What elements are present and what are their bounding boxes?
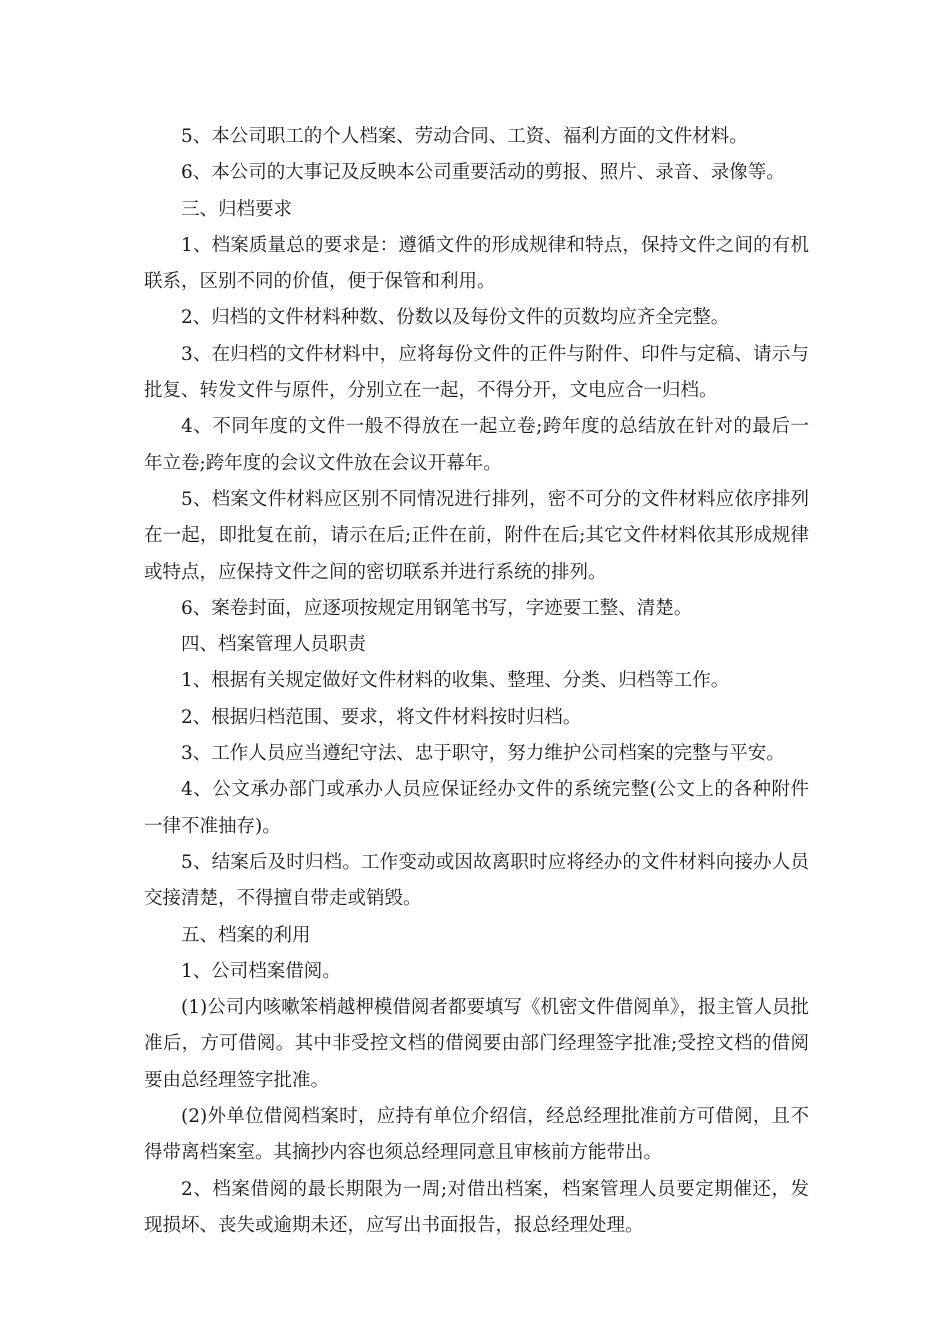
paragraph-cover: 6、案卷封面，应逐项按规定用钢笔书写，字迹要工整、清楚。 bbox=[181, 597, 693, 619]
document-body bbox=[144, 119, 809, 1244]
paragraph-borrowing: 1、公司档案借阅。 bbox=[181, 960, 341, 982]
paragraph-duty-4: 4、公文承办部门或承办人员应保证经办文件的系统完整(公文上的各种附件一律不准抽存)。 bbox=[144, 779, 809, 837]
paragraph-year-rules: 4、不同年度的文件一般不得放在一起立卷;跨年度的总结放在针对的最后一年立卷;跨年度的会议文件放在会议开幕年。 bbox=[144, 416, 809, 474]
paragraph-duty-1: 1、根据有关规定做好文件材料的收集、整理、分类、归档等工作。 bbox=[181, 670, 730, 692]
section-heading-archive-use: 五、档案的利用 bbox=[181, 924, 311, 946]
section-heading-staff-duties: 四、档案管理人员职责 bbox=[181, 634, 367, 656]
paragraph-grouping: 3、在归档的文件材料中，应将每份文件的正件与附件、印件与定稿、请示与批复、转发文件与原件，分别立在一起，不得分开，文电应合一归档。 bbox=[144, 343, 809, 402]
paragraph-internal-borrowing: (1)公司内咳嗽笨梢越柙模借阅者都要填写《机密文件借阅单》，报主管人员批准后，方可借阅。其中非受控文档的借阅要由部门经理签字批准;受控文档的借阅要由总经理签字批准。 bbox=[144, 997, 809, 1091]
paragraph-duty-2: 2、根据归档范围、要求，将文件材料按时归档。 bbox=[181, 706, 582, 728]
paragraph-external-borrowing: (2)外单位借阅档案时，应持有单位介绍信，经总经理批准前方可借阅，且不得带离档案室。其摘抄内容也须总经理同意且审核前方能带出。 bbox=[144, 1106, 809, 1164]
paragraph-duty-5: 5、结案后及时归档。工作变动或因故离职时应将经办的文件材料向接办人员交接清楚，不得擅自带走或销毁。 bbox=[144, 851, 809, 910]
paragraph-completeness: 2、归档的文件材料种数、份数以及每份文件的页数均应齐全完整。 bbox=[181, 307, 730, 329]
paragraph-item-6-major-events: 6、本公司的大事记及反映本公司重要活动的剪报、照片、录音、录像等。 bbox=[181, 162, 785, 184]
paragraph-duty-3: 3、工作人员应当遵纪守法、忠于职守，努力维护公司档案的完整与平安。 bbox=[181, 743, 785, 765]
paragraph-borrowing-period: 2、档案借阅的最长期限为一周;对借出档案，档案管理人员要定期催还，发现损坏、丧失或逾期未还，应写出书面报告，报总经理处理。 bbox=[144, 1178, 809, 1236]
paragraph-ordering: 5、档案文件材料应区别不同情况进行排列，密不可分的文件材料应依序排列在一起，即批复在前，请示在后;正件在前，附件在后;其它文件材料依其形成规律或特点，应保持文件之间的密切联系并进行系统的排列。 bbox=[144, 488, 809, 583]
paragraph-item-5-personnel-files: 5、本公司职工的个人档案、劳动合同、工资、福利方面的文件材料。 bbox=[181, 126, 748, 147]
section-heading-filing-requirements: 三、归档要求 bbox=[181, 198, 293, 220]
paragraph-quality-requirement: 1、档案质量总的要求是：遵循文件的形成规律和特点，保持文件之间的有机联系，区别不同的价值，便于保管和利用。 bbox=[144, 234, 809, 293]
